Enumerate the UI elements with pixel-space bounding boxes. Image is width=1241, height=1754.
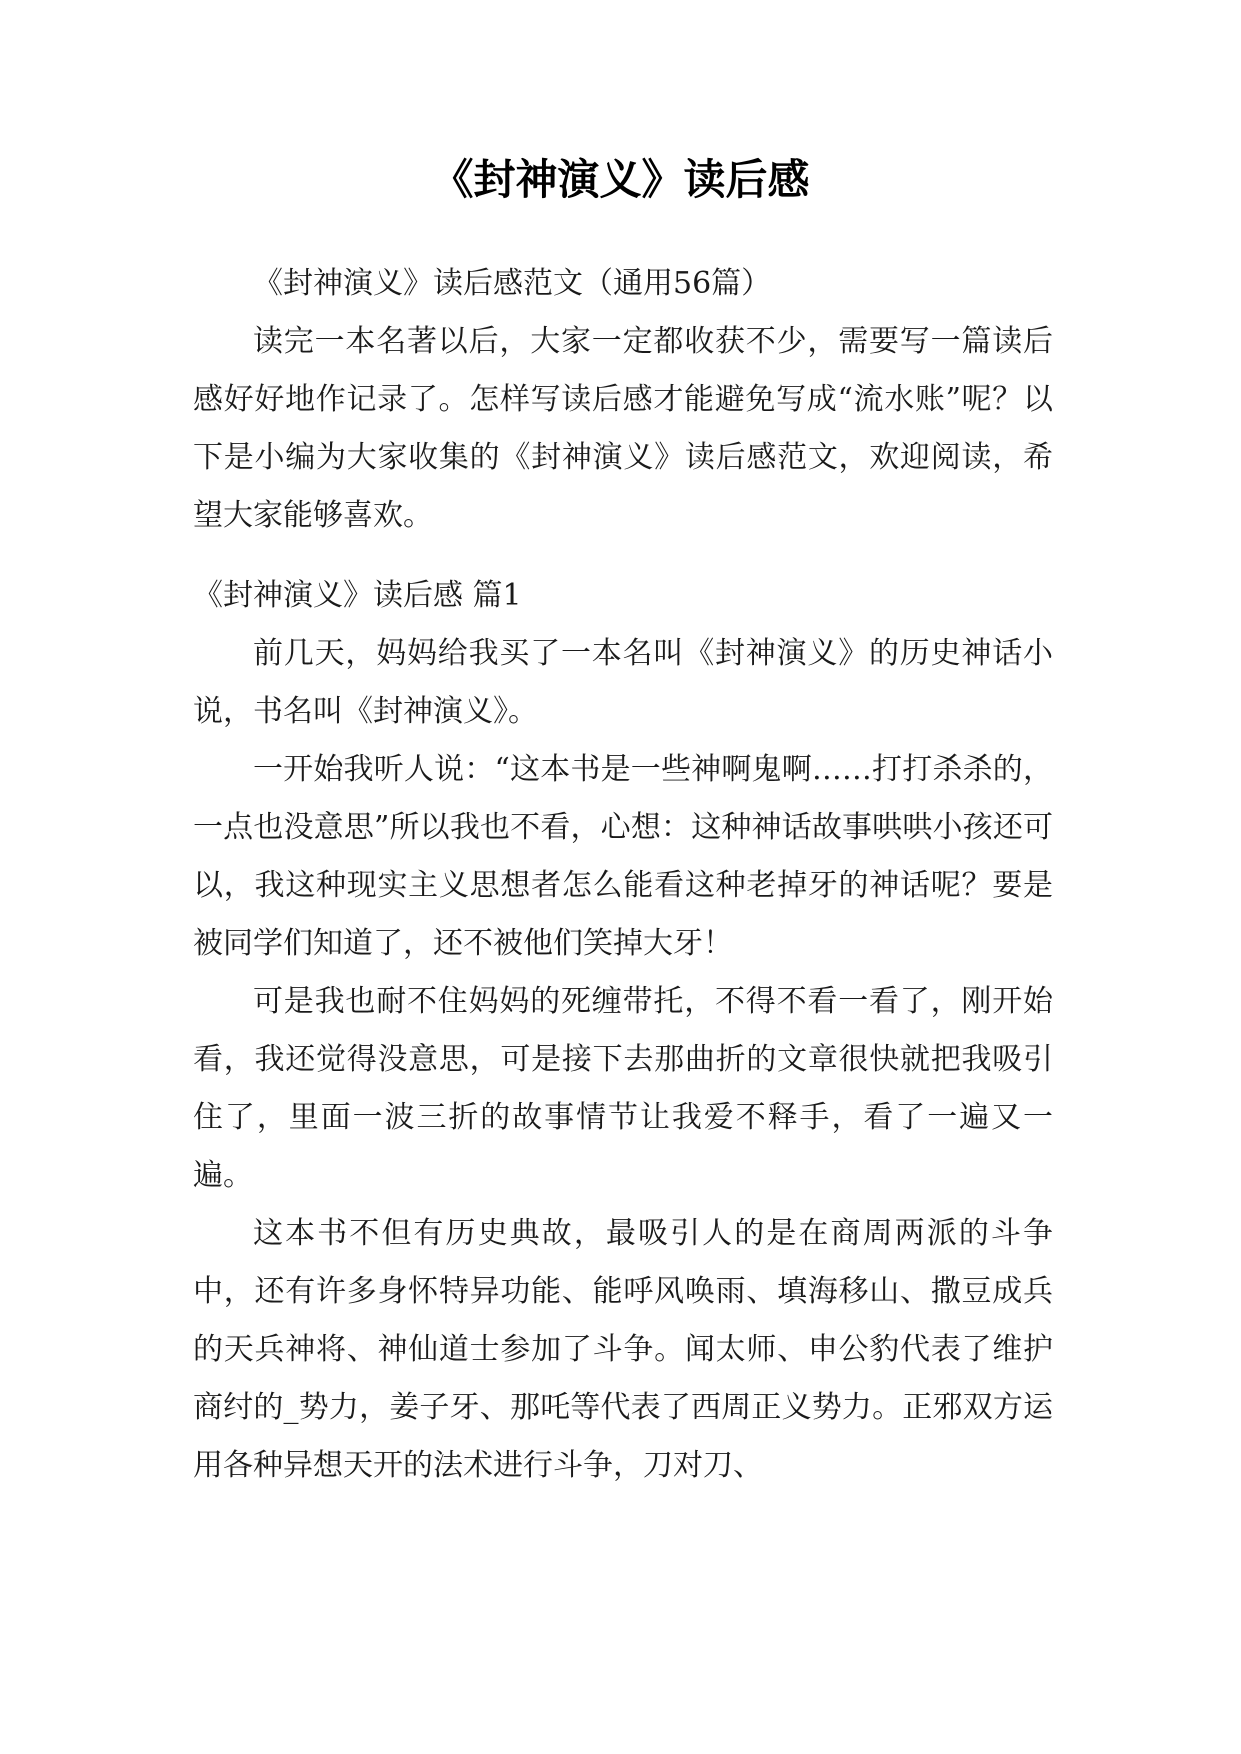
body-paragraph-1: 前几天，妈妈给我买了一本名叫《封神演义》的历史神话小说，书名叫《封神演义》。 bbox=[193, 636, 1053, 729]
section-block bbox=[193, 567, 1053, 1495]
body-paragraph-2: 一开始我听人说：“这本书是一些神啊鬼啊……打打杀杀的，一点也没意思”所以我也不看，心想：这种神话故事哄哄小孩还可以，我这种现实主义思想者怎么能看这种老掉牙的神话呢？要是被同学们知道了，还不被他们笑掉大牙！ bbox=[193, 752, 1053, 961]
body-paragraph-3: 可是我也耐不住妈妈的死缠带托，不得不看一看了，刚开始看，我还觉得没意思，可是接下去那曲折的文章很快就把我吸引住了，里面一波三折的故事情节让我爱不释手，看了一遍又一遍。 bbox=[193, 984, 1053, 1193]
body-paragraph-4: 这本书不但有历史典故，最吸引人的是在商周两派的斗争中，还有许多身怀特异功能、能呼风唤雨、填海移山、撒豆成兵的天兵神将、神仙道士参加了斗争。闻太师、申公豹代表了维护商纣的_势力，姜子牙、那吒等代表了西周正义势力。正邪双方运用各种异想天开的法术进行斗争，刀对刀、 bbox=[193, 1216, 1053, 1483]
document-title: 《封神演义》读后感 bbox=[431, 155, 810, 204]
intro-block bbox=[193, 255, 1053, 545]
section-heading: 《封神演义》读后感 篇1 bbox=[193, 578, 522, 613]
intro-paragraph: 读完一本名著以后，大家一定都收获不少，需要写一篇读后感好好地作记录了。怎样写读后感才能避免写成“流水账”呢？以下是小编为大家收集的《封神演义》读后感范文，欢迎阅读，希望大家能够喜欢。 bbox=[193, 324, 1053, 533]
document-subtitle: 《封神演义》读后感范文（通用56篇） bbox=[253, 266, 772, 301]
